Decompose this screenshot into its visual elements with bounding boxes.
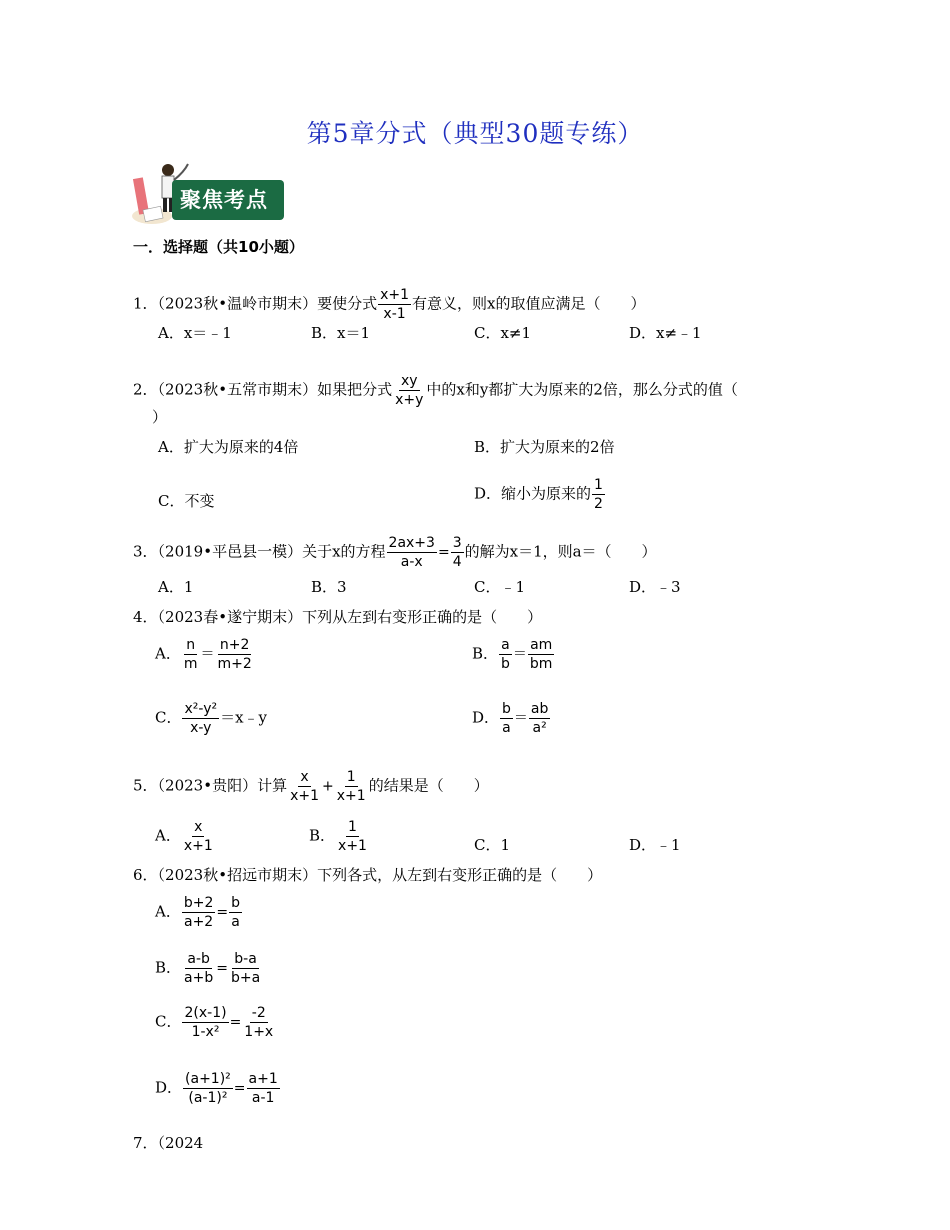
- fraction: [335, 768, 368, 805]
- q5-option-b: [309, 818, 370, 855]
- fraction: [528, 636, 555, 673]
- fraction-numerator: -2: [251, 1005, 266, 1021]
- question-4: [133, 606, 542, 627]
- option-label: C．: [155, 1012, 182, 1031]
- fraction-denominator: b: [501, 656, 510, 672]
- q6-option-d: [155, 1070, 281, 1107]
- equals-sign: =: [216, 904, 229, 921]
- option-label: B．: [472, 644, 499, 663]
- question-stem: 的结果是（ ）: [368, 776, 489, 795]
- question-1: [133, 286, 645, 323]
- q4-option-b: [472, 636, 555, 673]
- equals-sign: ＝: [200, 646, 215, 663]
- question-stem: 有意义，则x的取值应满足（ ）: [412, 294, 646, 313]
- fraction-numerator: 2ax+3: [388, 535, 435, 551]
- document-title: 第5章分式（典型30题专练）: [306, 119, 644, 148]
- equals-sign: =: [216, 960, 228, 977]
- fraction: [378, 286, 411, 323]
- fraction-numerator: a-b: [187, 951, 210, 967]
- question-stem: （2019•平邑县一模）关于x的方程: [157, 542, 386, 561]
- q1-option-a: A．x＝﹣1: [158, 324, 232, 342]
- fraction-numerator: ab: [530, 701, 549, 717]
- question-number: 6．: [133, 866, 158, 884]
- fraction: [529, 700, 550, 737]
- option-label: D．: [472, 708, 500, 727]
- fraction: [288, 768, 321, 805]
- option-label: D．: [155, 1078, 183, 1097]
- fraction-numerator: 1: [594, 477, 603, 493]
- fraction-numerator: 1: [348, 819, 357, 835]
- question-number: 5．: [133, 776, 158, 795]
- fraction: [229, 950, 262, 987]
- fraction: [387, 534, 437, 571]
- option-label: A．: [155, 826, 181, 845]
- equals-sign: =: [437, 544, 450, 561]
- q3-option-a: A．1: [158, 578, 194, 596]
- option-text: D．缩小为原来的: [474, 484, 592, 503]
- equals-sign: ＝: [512, 646, 527, 663]
- q2-option-a: A．扩大为原来的4倍: [158, 438, 299, 456]
- fraction-numerator: a+1: [248, 1071, 278, 1087]
- q1-option-c: C．x≠1: [474, 324, 532, 342]
- equals-sign: =: [233, 1080, 246, 1097]
- fraction-denominator: x+y: [395, 392, 424, 408]
- fraction-numerator: b: [502, 701, 511, 717]
- fraction-numerator: b: [231, 895, 240, 911]
- fraction-denominator: a-1: [251, 1090, 275, 1106]
- question-6: [133, 864, 602, 885]
- fraction-numerator: n+2: [219, 637, 250, 653]
- fraction-denominator: m+2: [217, 656, 252, 672]
- fraction: [592, 476, 605, 513]
- q4-option-a: [155, 636, 255, 673]
- fraction-denominator: (a-1)²: [188, 1090, 228, 1106]
- q5-option-c: C．1: [474, 836, 511, 854]
- fraction-denominator: bm: [529, 656, 553, 672]
- fraction-denominator: x-y: [190, 720, 212, 736]
- question-number: 7．: [133, 1134, 158, 1152]
- q6-option-b: [155, 950, 263, 987]
- question-stem: （2024: [157, 1134, 204, 1152]
- question-number: 2．: [133, 380, 158, 399]
- fraction: [182, 818, 215, 855]
- q6-option-a: [155, 894, 243, 931]
- fraction-denominator: a+b: [184, 970, 214, 986]
- option-label: C．: [155, 708, 182, 727]
- fraction: [229, 894, 242, 931]
- option-label: A．: [155, 644, 181, 663]
- equals-sign: ＝: [513, 710, 528, 727]
- fraction-numerator: x+1: [380, 287, 410, 303]
- question-stem: （2023秋•五常市期末）如果把分式: [157, 380, 393, 399]
- fraction-numerator: x: [194, 819, 203, 835]
- fraction: [182, 1004, 228, 1041]
- q6-option-c: [155, 1004, 276, 1041]
- fraction: [182, 700, 219, 737]
- fraction: [451, 534, 464, 571]
- fraction-denominator: a: [502, 720, 511, 736]
- q3-option-b: B．3: [311, 578, 347, 596]
- question-number: 3．: [133, 542, 158, 561]
- fraction-denominator: m: [183, 656, 198, 672]
- question-3: [133, 534, 657, 571]
- focus-banner: [130, 158, 290, 226]
- fraction-numerator: 3: [452, 535, 462, 551]
- q2-option-b: B．扩大为原来的2倍: [474, 438, 615, 456]
- fraction-denominator: a-x: [400, 554, 423, 570]
- fraction-denominator: x+1: [338, 838, 367, 854]
- section-heading: 一．选择题（共10小题）: [133, 238, 304, 256]
- question-number: 4．: [133, 608, 158, 626]
- q4-option-d: [472, 700, 551, 737]
- fraction-denominator: x+1: [290, 788, 320, 804]
- q1-option-d: D．x≠﹣1: [629, 324, 702, 342]
- q3-option-c: C．﹣1: [474, 578, 526, 596]
- question-stem: 中的x和y都扩大为原来的2倍，那么分式的值（: [426, 380, 738, 399]
- question-stem: （2023•贵阳）计算: [157, 776, 288, 795]
- fraction-numerator: b+2: [183, 895, 214, 911]
- fraction-denominator: b+a: [230, 970, 261, 986]
- fraction-denominator: 1+x: [244, 1024, 274, 1040]
- fraction: [247, 1070, 280, 1107]
- q4-option-c: [155, 700, 267, 737]
- fraction-numerator: n: [186, 637, 196, 653]
- fraction-numerator: x: [300, 769, 309, 785]
- fraction-denominator: 1-x²: [191, 1024, 220, 1040]
- question-number: 1．: [133, 294, 158, 313]
- fraction-denominator: x+1: [183, 838, 213, 854]
- q2-option-c: C．不变: [158, 492, 215, 510]
- q3-option-d: D．﹣3: [629, 578, 681, 596]
- banner-label: 聚焦考点: [172, 180, 284, 220]
- question-7: [133, 1132, 203, 1153]
- fraction-numerator: 2(x-1): [184, 1005, 227, 1021]
- fraction-denominator: a: [231, 914, 240, 930]
- question-2: [133, 372, 738, 409]
- fraction-denominator: 4: [452, 554, 462, 570]
- fraction-denominator: 2: [594, 496, 603, 512]
- fraction-numerator: 1: [346, 769, 356, 785]
- fraction-denominator: a+2: [184, 914, 214, 930]
- fraction: [183, 1070, 233, 1107]
- fraction-denominator: x-1: [383, 306, 406, 322]
- option-label: B．: [155, 958, 182, 977]
- fraction-denominator: a²: [532, 720, 547, 736]
- fraction-denominator: x+1: [336, 788, 366, 804]
- fraction: [336, 818, 369, 855]
- question-stem: 的解为x＝1，则a＝（ ）: [464, 542, 657, 561]
- fraction-numerator: am: [530, 637, 553, 653]
- question-stem: （2023春•遂宁期末）下列从左到右变形正确的是（ ）: [157, 608, 543, 626]
- q5-option-a: [155, 818, 216, 855]
- fraction: [499, 636, 512, 673]
- fraction-numerator: b-a: [234, 951, 257, 967]
- fraction: [215, 636, 253, 673]
- fraction-numerator: (a+1)²: [185, 1071, 231, 1087]
- option-label: A．: [155, 902, 181, 921]
- q5-option-d: D．﹣1: [629, 836, 681, 854]
- fraction: [242, 1004, 275, 1041]
- option-label: B．: [309, 826, 336, 845]
- q1-option-b: B．x＝1: [311, 324, 371, 342]
- question-5: [133, 768, 489, 805]
- question-stem-continued: ）: [152, 408, 168, 426]
- plus-sign: +: [322, 778, 334, 795]
- equation-rhs: ＝x﹣y: [220, 708, 268, 727]
- equals-sign: =: [229, 1014, 242, 1031]
- fraction: [500, 700, 513, 737]
- fraction-numerator: x²-y²: [184, 701, 218, 717]
- question-stem: （2023秋•招远市期末）下列各式，从左到右变形正确的是（ ）: [157, 866, 603, 884]
- q2-option-d: [474, 476, 606, 513]
- fraction-numerator: a: [501, 637, 510, 653]
- fraction: [182, 894, 216, 931]
- fraction: [182, 950, 215, 987]
- fraction-numerator: xy: [400, 373, 418, 389]
- fraction: [182, 636, 200, 673]
- fraction: [393, 372, 425, 409]
- question-stem: （2023秋•温岭市期末）要使分式: [157, 294, 378, 313]
